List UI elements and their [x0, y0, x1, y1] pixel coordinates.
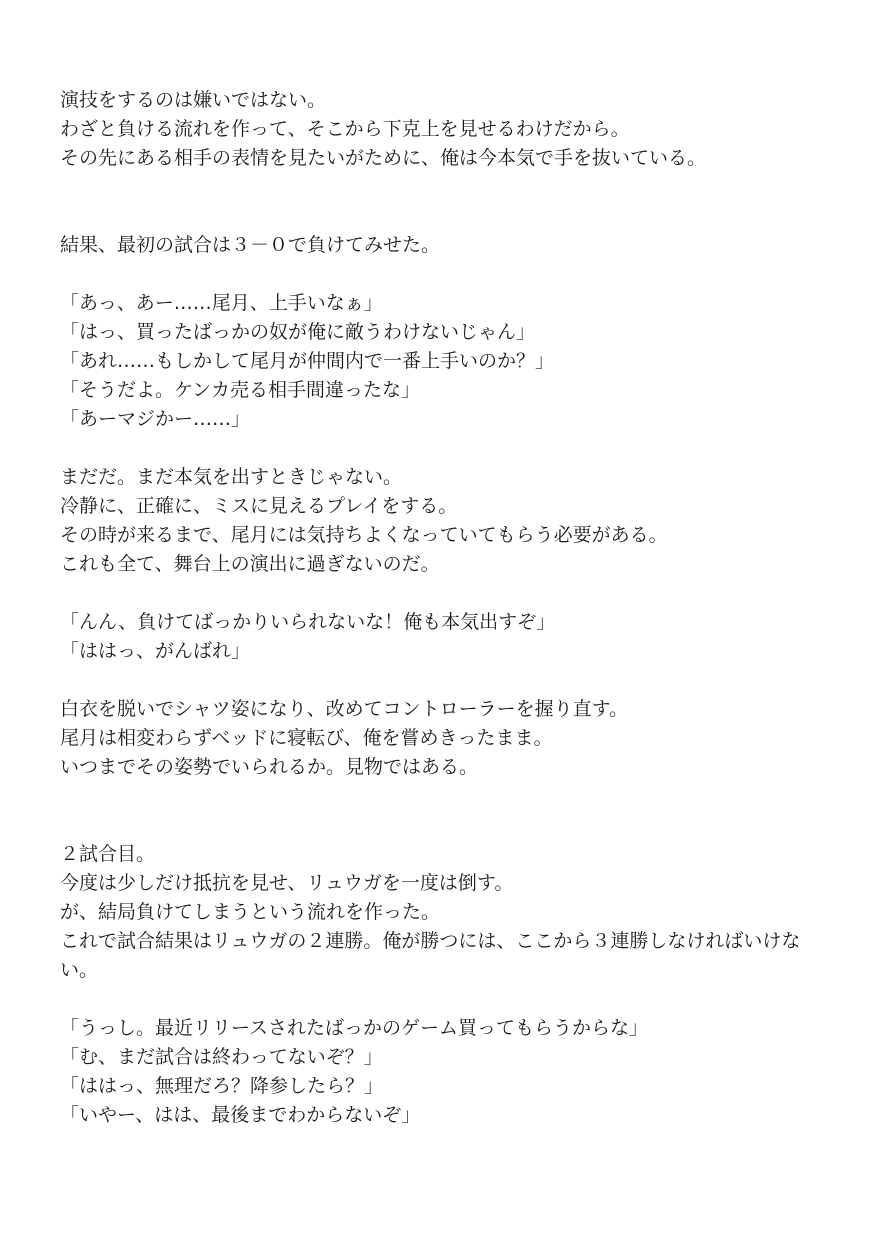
text-line: いつまでその姿勢でいられるか。見物ではある。 [60, 756, 479, 778]
dialogue-line: 「んん、負けてばっかりいられないな！俺も本気出すぞ」 [60, 611, 556, 633]
blank-line [60, 666, 830, 695]
dialogue-block-1 [60, 289, 830, 434]
dialogue-block-2 [60, 608, 830, 666]
dialogue-line: 「そうだよ。ケンカ売る相手間違ったな」 [60, 379, 421, 401]
text-line: 白衣を脱いでシャツ姿になり、改めてコントローラーを握り直す。 [60, 698, 629, 720]
blank-line [60, 985, 830, 1014]
novel-text-body [60, 86, 830, 1130]
dialogue-line: 「あーマジかー……」 [60, 408, 251, 430]
dialogue-line: 「む、まだ試合は終わってないぞ？」 [60, 1046, 383, 1068]
text-line: これも全て、舞台上の演出に過ぎないのだ。 [60, 553, 440, 575]
dialogue-line: 「ははっ、無理だろ？降参したら？」 [60, 1075, 384, 1097]
dialogue-line: 「うっし。最近リリースされたばっかのゲーム買ってもらうからな」 [60, 1017, 649, 1039]
dialogue-line: 「ははっ、がんばれ」 [60, 640, 251, 662]
text-line: わざと負ける流れを作って、そこから下克上を見せるわけだから。 [60, 118, 630, 140]
dialogue-line: 「あれ……もしかして尾月が仲間内で一番上手いのか？」 [60, 350, 555, 372]
paragraph-5 [60, 840, 830, 985]
text-line: ２試合目。 [60, 843, 156, 865]
blank-line [60, 434, 830, 463]
text-line: が、結局負けてしまうという流れを作った。 [60, 901, 441, 923]
paragraph-1 [60, 86, 830, 173]
text-line: これで試合結果はリュウガの２連勝。俺が勝つには、ここから３連勝しなければいけな [60, 930, 801, 952]
section-break [60, 173, 830, 231]
section-break [60, 782, 830, 840]
text-line: まだだ。まだ本気を出すときじゃない。 [60, 466, 403, 488]
text-line: その時が来るまで、尾月には気持ちよくなっていてもらう必要がある。 [60, 524, 668, 546]
text-line: 尾月は相変わらずベッドに寝転び、俺を嘗めきったまま。 [60, 727, 553, 749]
dialogue-line: 「あっ、あー……尾月、上手いなぁ」 [60, 292, 383, 314]
paragraph-4 [60, 695, 830, 782]
blank-line [60, 260, 830, 289]
blank-line [60, 579, 830, 608]
paragraph-2 [60, 231, 830, 260]
dialogue-line: 「はっ、買ったばっかの奴が俺に敵うわけないじゃん」 [60, 321, 536, 343]
text-line: 今度は少しだけ抵抗を見せ、リュウガを一度は倒す。 [60, 872, 514, 894]
text-line: 冷静に、正確に、ミスに見えるプレイをする。 [60, 495, 458, 517]
text-line: い。 [60, 959, 99, 981]
text-line: 結果、最初の試合は３－０で負けてみせた。 [60, 234, 441, 256]
text-line: 演技をするのは嫌いではない。 [60, 89, 327, 111]
paragraph-3 [60, 463, 830, 579]
text-line: その先にある相手の表情を見たいがために、俺は今本気で手を抜いている。 [60, 147, 707, 169]
dialogue-block-3 [60, 1014, 830, 1130]
dialogue-line: 「いやー、はは、最後までわからないぞ」 [60, 1104, 421, 1126]
